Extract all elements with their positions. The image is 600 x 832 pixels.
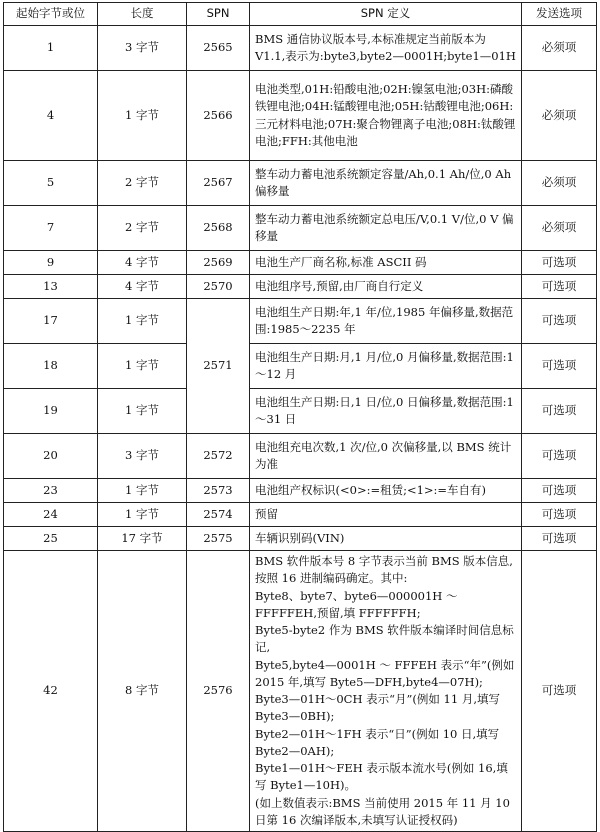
start-byte-cell: 4 — [4, 71, 98, 161]
definition-line: Byte1—01H～FEH 表示版本流水号(例如 16,填写 Byte1—10H)。 — [255, 761, 508, 793]
definition-cell — [250, 551, 522, 832]
definition-cell — [250, 434, 522, 479]
send-option-cell: 可选项 — [522, 389, 597, 434]
send-option-cell: 可选项 — [522, 551, 597, 832]
spn-cell: 2576 — [187, 551, 250, 832]
start-byte-cell: 5 — [4, 161, 98, 206]
definition-cell — [250, 479, 522, 503]
table-row — [4, 527, 597, 551]
definition-cell — [250, 26, 522, 71]
send-option-cell: 可选项 — [522, 275, 597, 299]
definition-text: 电池组充电次数,1 次/位,0 次偏移量,以 BMS 统计为准 — [255, 439, 512, 471]
definition-text: 电池类型,01H:铅酸电池;02H:镍氢电池;03H:磷酸铁锂电池;04H:锰酸锂电池;05H:钴酸锂电池;06H:三元材料电池;07H:聚合物锂离子电池;08H:钛酸锂电池;FFH:其他电池 — [255, 82, 516, 148]
start-byte-cell: 1 — [4, 26, 98, 71]
definition-cell — [250, 299, 522, 344]
length-cell: 1 字节 — [98, 71, 187, 161]
spn-cell: 2569 — [187, 251, 250, 275]
send-option-cell: 可选项 — [522, 479, 597, 503]
send-option-cell: 可选项 — [522, 251, 597, 275]
table-row — [4, 299, 597, 344]
definition-text: 整车动力蓄电池系统额定容量/Ah,0.1 Ah/位,0 Ah 偏移量 — [255, 166, 512, 198]
table-row — [4, 434, 597, 479]
definition-cell — [250, 344, 522, 389]
spn-cell: 2575 — [187, 527, 250, 551]
definition-text: 整车动力蓄电池系统额定总电压/V,0.1 V/位,0 V 偏移量 — [255, 211, 514, 243]
table-row — [4, 275, 597, 299]
send-option-cell: 必须项 — [522, 26, 597, 71]
definition-text: 电池组生产日期:月,1 月/位,0 月偏移量,数据范围:1～12 月 — [255, 349, 514, 381]
header-spn: SPN — [187, 3, 250, 26]
definition-cell — [250, 71, 522, 161]
table-row — [4, 71, 597, 161]
definition-line: Byte8、byte7、byte6—000001H ～ FFFFFEH,预留,填 FFFFFFH; — [255, 588, 458, 620]
start-byte-cell: 24 — [4, 503, 98, 527]
start-byte-cell: 13 — [4, 275, 98, 299]
definition-line: BMS 软件版本号 8 字节表示当前 BMS 版本信息,按照 16 进制编码确定。其中: — [255, 554, 513, 586]
start-byte-cell: 23 — [4, 479, 98, 503]
send-option-cell: 必须项 — [522, 206, 597, 251]
definition-cell — [250, 527, 522, 551]
definition-text: 车辆识别码(VIN) — [255, 530, 345, 545]
start-byte-cell: 17 — [4, 299, 98, 344]
definition-cell — [250, 161, 522, 206]
length-cell: 1 字节 — [98, 389, 187, 434]
length-cell: 1 字节 — [98, 299, 187, 344]
table-header-row — [4, 3, 597, 26]
definition-text: 电池组生产日期:年,1 年/位,1985 年偏移量,数据范围:1985～2235 年 — [255, 304, 514, 336]
send-option-cell: 必须项 — [522, 71, 597, 161]
start-byte-cell: 9 — [4, 251, 98, 275]
spn-cell: 2565 — [187, 26, 250, 71]
definition-text: BMS 通信协议版本号,本标准规定当前版本为 V1.1,表示为:byte3,byte2—0001H;byte1—01H — [255, 31, 516, 63]
definition-text: 电池组序号,预留,由厂商自行定义 — [255, 278, 424, 293]
spn-cell: 2566 — [187, 71, 250, 161]
length-cell: 1 字节 — [98, 479, 187, 503]
length-cell: 3 字节 — [98, 434, 187, 479]
table-row — [4, 551, 597, 832]
table-row — [4, 161, 597, 206]
definition-cell — [250, 251, 522, 275]
definition-cell — [250, 275, 522, 299]
header-start-byte: 起始字节或位 — [4, 3, 98, 26]
definition-line: Byte2—01H～1FH 表示“日”(例如 10 日,填写 Byte2—0AH); — [255, 726, 500, 758]
definition-line: (如上数值表示:BMS 当前使用 2015 年 11 月 10 日第 16 次编译版本,未填写认证授权码) — [255, 795, 510, 827]
length-cell: 1 字节 — [98, 503, 187, 527]
spn-cell: 2574 — [187, 503, 250, 527]
table-row — [4, 503, 597, 527]
start-byte-cell: 25 — [4, 527, 98, 551]
length-cell: 4 字节 — [98, 251, 187, 275]
table-row — [4, 251, 597, 275]
send-option-cell: 可选项 — [522, 434, 597, 479]
spn-cell: 2572 — [187, 434, 250, 479]
length-cell: 8 字节 — [98, 551, 187, 832]
definition-line: Byte3—01H～0CH 表示“月”(例如 11 月,填写 Byte3—0BH); — [255, 692, 500, 724]
spn-cell: 2573 — [187, 479, 250, 503]
length-cell: 2 字节 — [98, 161, 187, 206]
spn-cell: 2570 — [187, 275, 250, 299]
definition-line: Byte5,byte4—0001H ～ FFFEH 表示“年”(例如 2015 年,填写 Byte5—DFH,byte4—07H); — [255, 657, 515, 689]
length-cell: 2 字节 — [98, 206, 187, 251]
send-option-cell: 可选项 — [522, 503, 597, 527]
definition-text: 电池生产厂商名称,标准 ASCII 码 — [255, 254, 427, 269]
table-row — [4, 344, 597, 389]
table-row — [4, 26, 597, 71]
length-cell: 17 字节 — [98, 527, 187, 551]
table-row — [4, 206, 597, 251]
start-byte-cell: 20 — [4, 434, 98, 479]
start-byte-cell: 7 — [4, 206, 98, 251]
send-option-cell: 必须项 — [522, 161, 597, 206]
spn-cell: 2568 — [187, 206, 250, 251]
send-option-cell: 可选项 — [522, 527, 597, 551]
length-cell: 1 字节 — [98, 344, 187, 389]
start-byte-cell: 18 — [4, 344, 98, 389]
spn-cell: 2571 — [187, 299, 250, 434]
definition-line: Byte5-byte2 作为 BMS 软件版本编译时间信息标记, — [255, 623, 514, 655]
definition-text: 电池组生产日期:日,1 日/位,0 日偏移量,数据范围:1～31 日 — [255, 394, 514, 426]
length-cell: 3 字节 — [98, 26, 187, 71]
length-cell: 4 字节 — [98, 275, 187, 299]
start-byte-cell: 19 — [4, 389, 98, 434]
start-byte-cell: 42 — [4, 551, 98, 832]
definition-text: 电池组产权标识(<0>:=租赁;<1>:=车自有) — [255, 482, 487, 497]
definition-cell — [250, 206, 522, 251]
definition-cell — [250, 503, 522, 527]
send-option-cell: 可选项 — [522, 299, 597, 344]
spn-definition-table — [3, 2, 597, 832]
send-option-cell: 可选项 — [522, 344, 597, 389]
table-row — [4, 479, 597, 503]
spn-cell: 2567 — [187, 161, 250, 206]
header-length: 长度 — [98, 3, 187, 26]
header-spn-definition: SPN 定义 — [250, 3, 522, 26]
definition-cell — [250, 389, 522, 434]
table-row — [4, 389, 597, 434]
header-send-option: 发送选项 — [522, 3, 597, 26]
definition-text: 预留 — [255, 506, 278, 521]
